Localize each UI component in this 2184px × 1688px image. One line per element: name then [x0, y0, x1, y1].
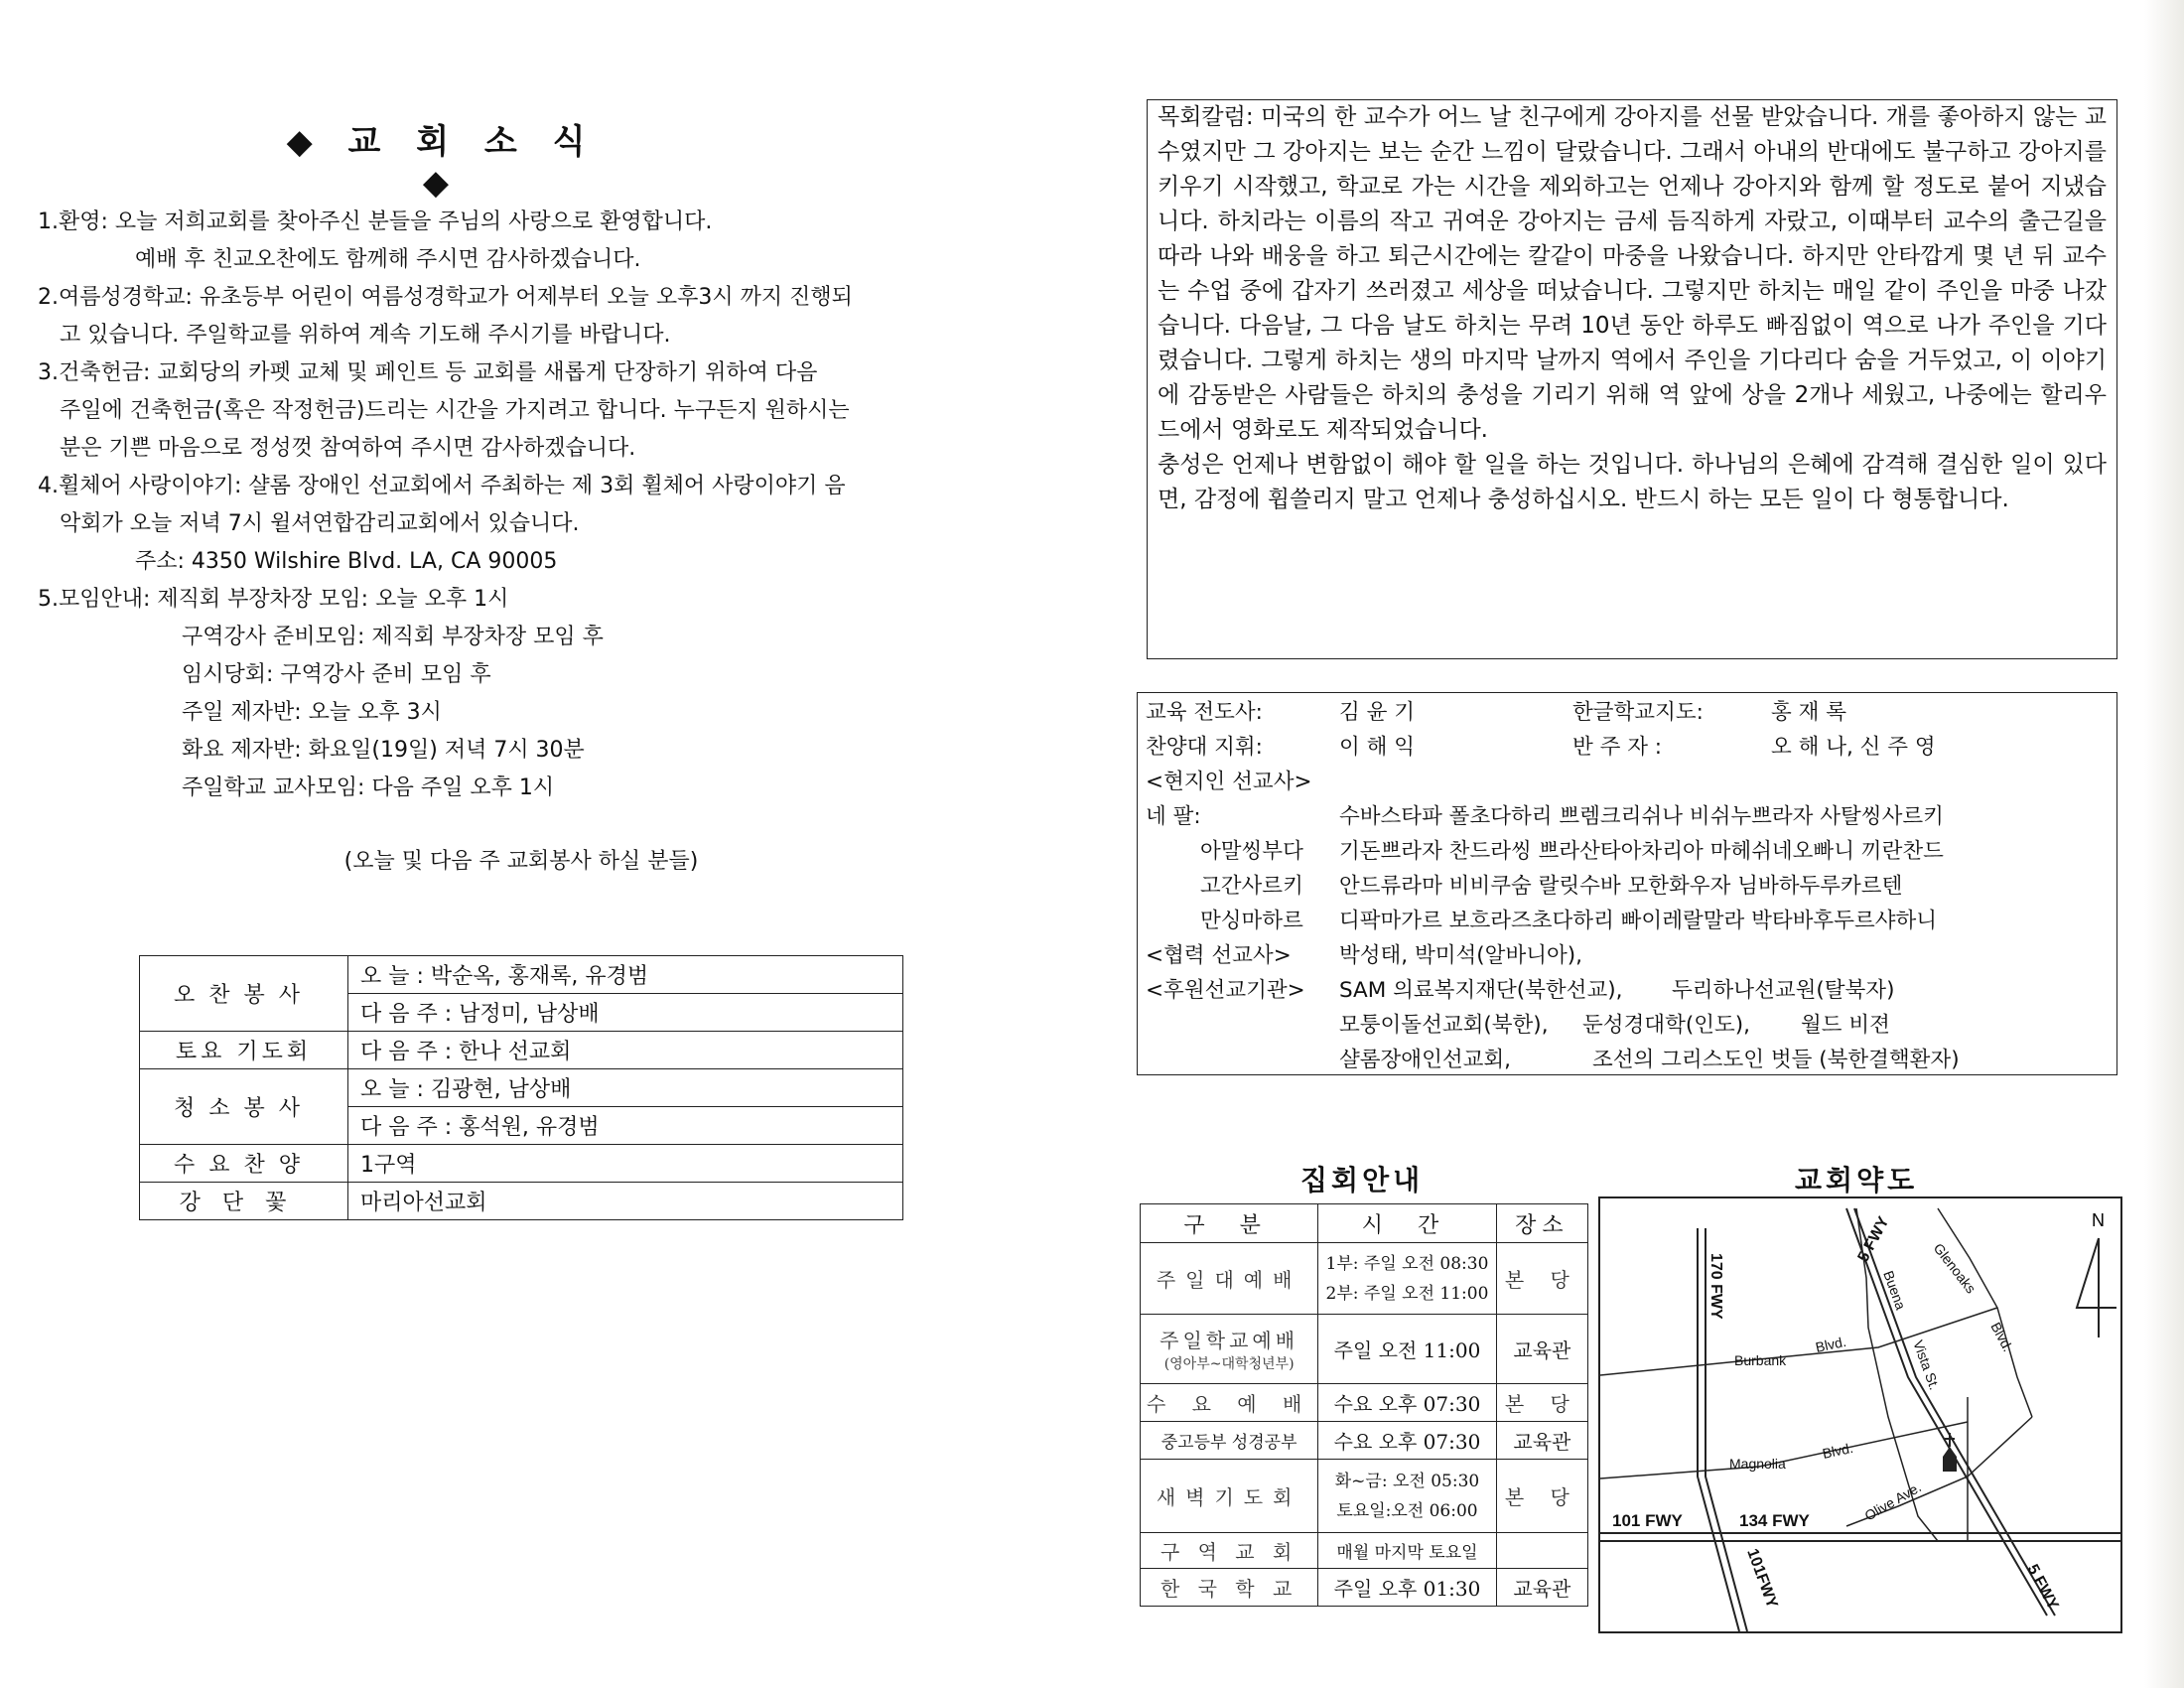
service-place: 교육관: [1496, 1315, 1587, 1384]
coop-label: <협력 선교사>: [1146, 943, 1292, 968]
news-item-3-cont1: 주일에 건축헌금(혹은 작정헌금)드리는 시간을 가지려고 합니다. 누구든지 원하시는: [60, 398, 850, 423]
news-item-2-cont: 고 있습니다. 주일학교를 위하여 계속 기도해 주시기를 바랍니다.: [60, 323, 671, 348]
nepal-sublabel: 아말씽부다: [1200, 839, 1303, 864]
column-text: 목회칼럼: 미국의 한 교수가 어느 날 친구에게 강아지를 선물 받았습니다. 개를 좋아하지 않는 교수였지만 그 강아지는 보는 순간 느낌이 달랐습니다. 그래서 아내의 반대에도 불구하고 강아지를 키우기 시작했고, 학교로 가는 시간을 제외하고는 언제나 강아지와 함께 할 정도로 붙어 지냈습니다. 하치라는 이름의 작고 귀여운 강아지는 금세 듬직하게 자랐고, 이때부터 교수의 출근길을 따라 나와 배웅을 하고 퇴근시간에는 칼같이 마중을 나왔습니다. 하지만 안타깝게 몇 년 뒤 교수는 수업 중에 갑자기 쓰러졌고 세상을 떠났습니다. 그렇지만 하치는 매일 같이 주인을 마중 나갔습니다. 다음날, 그 다음 날도 하치는 무려 10년 동안 하루도 빠짐없이 역으로 나가 주인을 기다렸습니다. 그렇게 하치는 생의 마지막 날까지 역에서 주인을 기다리다 숨을 거두었고, 이 이야기에 감동받은 사람들은 하치의 충성을 기리기 위해 역 앞에 상을 2개나 세웠고, 나중에는 할리우드에서 영화로도 제작되었습니다.: [1158, 104, 2107, 443]
service-time: 주일 오전 11:00: [1318, 1315, 1497, 1384]
duty-label: 오찬봉사: [140, 956, 348, 1032]
service-time: 1부: 주일 오전 08:30 2부: 주일 오전 11:00: [1318, 1243, 1497, 1315]
service-name: 구 역 교 회: [1141, 1533, 1318, 1569]
table-row: [1141, 1460, 1588, 1533]
service-place: 본 당: [1496, 1384, 1587, 1422]
news-item-5-l5: 화요 제자반: 화요일(19일) 저녁 7시 30분: [182, 738, 585, 763]
table-row: [1141, 1315, 1588, 1384]
news-item-2: 2.여름성경학교: 유초등부 어린이 여름성경학교가 어제부터 오늘 오후3시 까지 진행되: [38, 285, 853, 310]
news-item-4-address: 주소: 4350 Wilshire Blvd. LA, CA 90005: [135, 549, 558, 574]
service-time: 화~금: 오전 05:30 토요일:오전 06:00: [1318, 1460, 1497, 1533]
staff-row-9: [1146, 973, 2109, 1008]
schedule-heading: 집회안내: [1300, 1164, 1425, 1196]
nepal-label: 네 팔:: [1146, 804, 1201, 829]
duty-value: 마리아선교회: [348, 1183, 903, 1220]
pastor-column: [1147, 99, 2117, 659]
staff-row-10: [1146, 1008, 2109, 1043]
duty-value: 오 늘 : 박순옥, 홍재록, 유경범: [348, 956, 903, 994]
service-place: 본 당: [1496, 1460, 1587, 1533]
support-org: 두리하나선교원(탈북자): [1672, 978, 1895, 1003]
map-label-blvd2: Blvd.: [1814, 1333, 1848, 1355]
table-row: [1141, 1533, 1588, 1569]
column-text-2: 충성은 언제나 변함없이 해야 할 일을 하는 것입니다. 하나님의 은혜에 감격해 결심한 일이 있다면, 감정에 휩쓸리지 말고 언제나 충성하십시오. 반드시 하는 모든 일이 다 형통합니다.: [1158, 452, 2107, 512]
support-org: 둔성경대학(인도),: [1582, 1013, 1750, 1038]
service-place: 교육관: [1496, 1422, 1587, 1460]
news-item-1: 1.환영: 오늘 저희교회를 찾아주신 분들을 주님의 사랑으로 환영합니다.: [38, 210, 713, 234]
news-item-5-l6: 주일학교 교사모임: 다음 주일 오후 1시: [182, 775, 555, 800]
table-row: [140, 956, 903, 994]
duty-value: 다 음 주 : 홍석원, 유경범: [348, 1107, 903, 1145]
church-map: [1598, 1196, 2122, 1633]
choir-label: 찬양대 지휘:: [1146, 735, 1263, 760]
map-label-vista: Vista St.: [1910, 1337, 1943, 1392]
table-row: [1141, 1422, 1588, 1460]
service-name: 한 국 학 교: [1141, 1569, 1318, 1607]
news-item-4: 4.휠체어 사랑이야기: 샬롬 장애인 선교회에서 주최하는 제 3회 휠체어 사랑이야기 음: [38, 474, 846, 498]
duty-label: 청소봉사: [140, 1069, 348, 1145]
map-label-burbank: Burbank: [1734, 1352, 1787, 1368]
support-org: 조선의 그리스도인 벗들 (북한결핵환자): [1592, 1048, 1960, 1072]
service-name: 새벽기도회: [1141, 1460, 1318, 1533]
staff-row-8: [1146, 938, 2109, 973]
map-label-olive: Olive Ave.: [1861, 1478, 1924, 1524]
map-heading: 교회약도: [1795, 1164, 1919, 1196]
service-name: 주일대예배: [1141, 1243, 1318, 1315]
map-label-5b: 5 FWY: [2023, 1561, 2062, 1614]
edu-label: 교육 전도사:: [1146, 700, 1263, 725]
support-org: 모퉁이돌선교회(북한),: [1339, 1013, 1549, 1038]
table-row: [1141, 1569, 1588, 1607]
map-label-101b: 101FWY: [1743, 1546, 1781, 1611]
staff-box: [1137, 692, 2117, 1075]
nepal-line: 수바스타파 폴초다하리 쁘렘크리쉬나 비쉬누쁘라자 사탈씽사르키: [1339, 804, 1944, 829]
duty-value: 1구역: [348, 1145, 903, 1183]
table-row: [1141, 1384, 1588, 1422]
hangul-label: 한글학교지도:: [1572, 700, 1704, 725]
service-time: 수요 오후 07:30: [1318, 1384, 1497, 1422]
nepal-line: 안드류라마 비비쿠숨 랄릿수바 모한화우자 님바하두루카르텐: [1339, 874, 1903, 899]
staff-row-4: [1146, 799, 2109, 834]
map-label-blvd3: Blvd.: [1821, 1439, 1855, 1462]
news-item-4-cont: 악회가 오늘 저녁 7시 윌셔연합감리교회에서 있습니다.: [60, 511, 580, 536]
coop-names: 박성태, 박미석(알바니아),: [1339, 943, 1582, 968]
staff-row-5: [1146, 834, 2109, 869]
duty-value: 다 음 주 : 남정미, 남상배: [348, 994, 903, 1032]
table-row: [1141, 1204, 1588, 1243]
col-header: 구 분: [1141, 1204, 1318, 1243]
map-label-blvd1: Blvd.: [1987, 1319, 2017, 1354]
duty-table: [139, 955, 903, 1220]
service-time: 매월 마지막 토요일: [1318, 1533, 1497, 1569]
service-place: 교육관: [1496, 1569, 1587, 1607]
north-arrow-icon: [2077, 1238, 2116, 1337]
news-item-1-cont: 예배 후 친교오찬에도 함께해 주시면 감사하겠습니다.: [135, 247, 641, 272]
local-header: <현지인 선교사>: [1146, 770, 1312, 794]
church-icon: [1943, 1433, 1957, 1472]
service-place: [1496, 1533, 1587, 1569]
schedule-table: [1140, 1203, 1588, 1607]
choir-name: 이 해 익: [1339, 735, 1415, 760]
map-label-magnolia: Magnolia: [1729, 1456, 1786, 1472]
map-label-buena: Buena: [1880, 1268, 1910, 1313]
map-label-north: N: [2092, 1210, 2105, 1230]
staff-row-7: [1146, 904, 2109, 938]
hangul-name: 홍 재 록: [1771, 700, 1846, 725]
news-title: ◆ 교 회 소 식 ◆: [286, 122, 598, 203]
staff-row-1: [1146, 695, 2109, 730]
duty-label: 수요찬양: [140, 1145, 348, 1183]
map-svg: [1600, 1198, 2120, 1631]
accomp-name: 오 해 나, 신 주 영: [1771, 735, 1936, 760]
service-name: 주일학교예배 (영아부~대학청년부): [1141, 1315, 1318, 1384]
table-row: [140, 1145, 903, 1183]
news-item-5-l3: 임시당회: 구역강사 준비 모임 후: [182, 662, 491, 687]
street-lines: [1600, 1208, 2032, 1541]
map-label-101: 101 FWY: [1612, 1511, 1683, 1530]
nepal-sublabel: 고간사르키: [1200, 874, 1303, 899]
staff-row-6: [1146, 869, 2109, 904]
staff-row-11: [1146, 1043, 2109, 1077]
col-header: 장소: [1496, 1204, 1587, 1243]
duty-value: 오 늘 : 김광현, 남상배: [348, 1069, 903, 1107]
map-label-170: 170 FWY: [1707, 1253, 1724, 1320]
nepal-line: 기돈쁘라자 찬드라씽 쁘라산타아차리아 마헤쉬네오빠니 끼란찬드: [1339, 839, 1944, 864]
support-org: SAM 의료복지재단(북한선교),: [1339, 978, 1623, 1003]
support-org: 월드 비젼: [1801, 1013, 1890, 1038]
map-label-5a: 5 FWY: [1854, 1213, 1893, 1265]
staff-row-3: [1146, 765, 2109, 799]
duty-label: 토요 기도회: [140, 1032, 348, 1069]
news-item-5-l4: 주일 제자반: 오늘 오후 3시: [182, 700, 442, 725]
map-label-glenoaks: Glenoaks: [1930, 1239, 1979, 1297]
edu-name: 김 윤 기: [1339, 700, 1415, 725]
news-item-3-cont2: 분은 기쁜 마음으로 정성껏 참여하여 주시면 감사하겠습니다.: [60, 436, 636, 461]
table-row: [1141, 1243, 1588, 1315]
table-row: [140, 1069, 903, 1107]
table-row: [140, 1183, 903, 1220]
service-time: 수요 오후 07:30: [1318, 1422, 1497, 1460]
table-row: [140, 1032, 903, 1069]
col-header: 시 간: [1318, 1204, 1497, 1243]
news-list: [38, 204, 1040, 807]
support-label: <후원선교기관>: [1146, 978, 1305, 1003]
map-label-134: 134 FWY: [1739, 1511, 1810, 1530]
duty-value: 다 음 주 : 한나 선교회: [348, 1032, 903, 1069]
nepal-sublabel: 만싱마하르: [1200, 909, 1303, 933]
duty-label: 강단꽃: [140, 1183, 348, 1220]
service-heading: (오늘 및 다음 주 교회봉사 하실 분들): [343, 849, 699, 874]
support-org: 샬롬장애인선교회,: [1339, 1048, 1511, 1072]
page-edge: [2144, 0, 2184, 1688]
news-item-5-l2: 구역강사 준비모임: 제직회 부장차장 모임 후: [182, 625, 604, 649]
accomp-label: 반 주 자 :: [1572, 735, 1663, 760]
service-place: 본 당: [1496, 1243, 1587, 1315]
service-name: 중고등부 성경공부: [1141, 1422, 1318, 1460]
news-item-3: 3.건축헌금: 교회당의 카펫 교체 및 페인트 등 교회를 새롭게 단장하기 위하여 다음: [38, 360, 818, 385]
service-time: 주일 오후 01:30: [1318, 1569, 1497, 1607]
service-name: 수 요 예 배: [1141, 1384, 1318, 1422]
news-item-5: 5.모임안내: 제직회 부장차장 모임: 오늘 오후 1시: [38, 587, 509, 612]
nepal-line: 디팍마가르 보흐라즈초다하리 빠이레랄말라 박타바후두르샤하니: [1339, 909, 1938, 933]
staff-row-2: [1146, 730, 2109, 765]
